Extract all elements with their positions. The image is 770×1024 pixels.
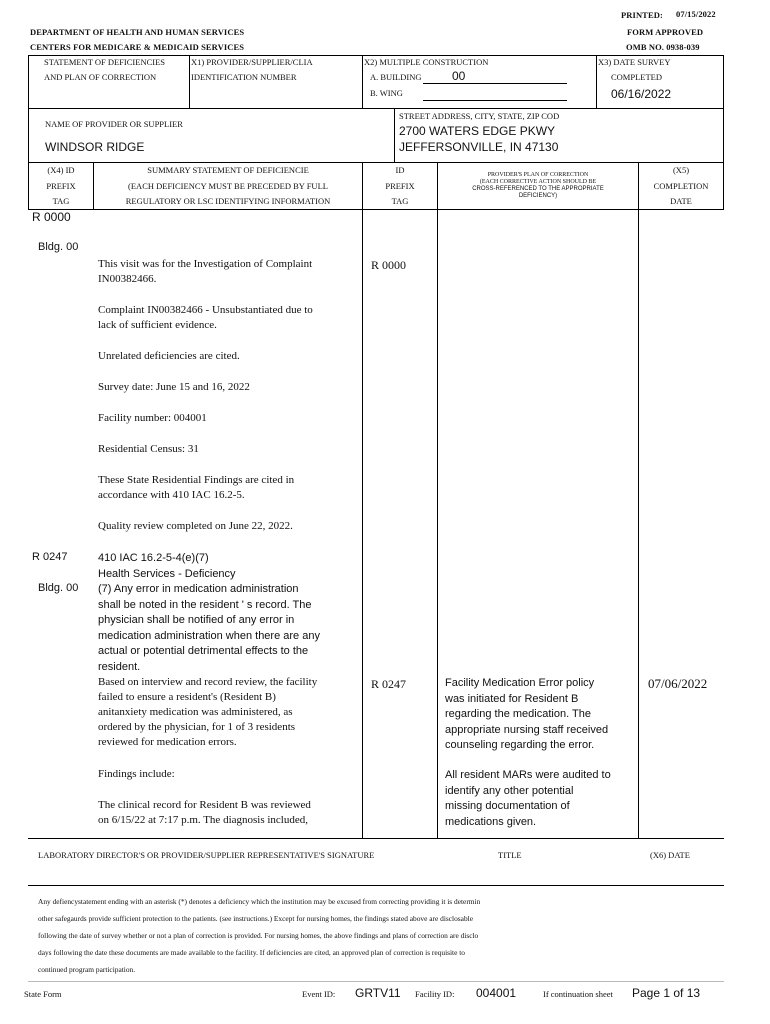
statement-label: STATEMENT OF DEFICIENCIES (44, 57, 166, 67)
department-title: DEPARTMENT OF HEALTH AND HUMAN SERVICES (30, 27, 245, 37)
title-label: TITLE (498, 850, 522, 860)
col-summary-3: REGULATORY OR LSC IDENTIFYING INFORMATION (125, 196, 331, 206)
para-facility-number: Facility number: 004001 (98, 412, 207, 424)
page-number: Page 1 of 13 (632, 986, 701, 1000)
col-plan-2: (EACH CORRECTIVE ACTION SHOULD BE (479, 179, 597, 185)
bldg-00: Bldg. 00 (38, 241, 79, 253)
state-form: State Form (24, 989, 62, 999)
wing-label: B. WING (370, 88, 403, 98)
col-id-1: ID (395, 165, 405, 175)
building-underline (423, 83, 567, 84)
rule (28, 162, 724, 163)
x1-label-2: IDENTIFICATION NUMBER (191, 72, 297, 82)
event-id-label: Event ID: (302, 989, 336, 999)
address-label: STREET ADDRESS, CITY, STATE, ZIP COD (399, 111, 560, 121)
col-x4-3: TAG (52, 196, 70, 206)
centers-title: CENTERS FOR MEDICARE & MEDICAID SERVICES (30, 42, 245, 52)
para-complaint: Complaint IN00382466 - Unsubstantiated due to lack of sufficient evidence. (98, 304, 313, 331)
col-x5-3: DATE (670, 196, 692, 206)
col-id-2: PREFIX (385, 181, 415, 191)
x1-label: X1) PROVIDER/SUPPLIER/CLIA (191, 57, 313, 67)
printed-date: 07/15/2022 (676, 9, 716, 19)
signature-label: LABORATORY DIRECTOR'S OR PROVIDER/SUPPLIER REPRESENTATIVE'S SIGNATURE (38, 850, 375, 860)
completion-date: 07/06/2022 (648, 676, 708, 691)
event-id-value: GRTV11 (355, 986, 401, 1000)
building-label: A. BUILDING (370, 72, 422, 82)
col-x5-1: (X5) (672, 165, 690, 175)
col-x4-1: (X4) ID (47, 165, 75, 175)
col-summary-1: SUMMARY STATEMENT OF DEFICIENCIE (147, 165, 309, 175)
col-x5-2: COMPLETION (653, 181, 709, 191)
col-plan-3: CROSS-REFERENCED TO THE APPROPRIATE (472, 186, 604, 192)
vrule (394, 108, 395, 162)
vrule (189, 55, 190, 108)
finding-text: Based on interview and record review, the facility failed to ensure a resident's (Resident B) anitanxiety medication was administered, as ordered by the physician, for 1 of 3 residents reviewed for medication errors. (98, 676, 318, 748)
para-unrelated: Unrelated deficiencies are cited. (98, 350, 240, 362)
rule (28, 209, 724, 210)
form-approved: FORM APPROVED (627, 27, 704, 37)
col-id-3: TAG (391, 196, 409, 206)
vrule (596, 55, 597, 108)
x6-date-label: (X6) DATE (650, 850, 690, 860)
continuation-label: If continuation sheet (543, 989, 613, 999)
clinical-record-text: The clinical record for Resident B was reviewed on 6/15/22 at 7:17 p.m. The diagnosis included, (98, 799, 311, 826)
survey-completed-date: 06/16/2022 (611, 87, 672, 101)
provider-name: WINDSOR RIDGE (45, 140, 145, 154)
top-rule (28, 55, 724, 56)
vrule (723, 55, 724, 209)
vrule (362, 55, 363, 108)
x2-label: X2) MULTIPLE CONSTRUCTION (364, 57, 489, 67)
rule (28, 885, 724, 886)
col-summary-2: (EACH DEFICIENCY MUST BE PRECEDED BY FULL (128, 181, 328, 191)
bldg-00-2: Bldg. 00 (38, 582, 79, 594)
vrule (437, 162, 438, 838)
tag-r0247: R 0247 (32, 551, 68, 563)
wing-underline (423, 100, 567, 101)
address-line-1: 2700 WATERS EDGE PKWY (399, 124, 556, 138)
x3-label: X3) DATE SURVEY (598, 57, 671, 67)
tag-r0000-right: R 0000 (371, 258, 407, 272)
para-visit: This visit was for the Investigation of Complaint IN00382466. (98, 258, 313, 285)
tag-r0000: R 0000 (32, 210, 71, 224)
footer-rule (28, 981, 724, 982)
col-x4-2: PREFIX (46, 181, 76, 191)
para-quality-review: Quality review completed on June 22, 2022. (98, 520, 293, 532)
plan-label: AND PLAN OF CORRECTION (44, 72, 157, 82)
rule (28, 838, 724, 839)
omb-number: OMB NO. 0938-039 (626, 42, 700, 52)
address-line-2: JEFFERSONVILLE, IN 47130 (399, 140, 559, 154)
facility-id-value: 004001 (476, 986, 517, 1000)
x3-label-2: COMPLETED (611, 72, 662, 82)
vrule (362, 162, 363, 838)
building-value: 00 (452, 69, 466, 83)
facility-id-label: Facility ID: (415, 989, 455, 999)
plan-correction-a: Facility Medication Error policy was initiated for Resident B regarding the medication. The appropriate nursing staff received counseling regarding the error. (445, 677, 609, 751)
vrule (638, 162, 639, 838)
rule (28, 108, 724, 109)
col-plan-1: PROVIDER'S PLAN OF CORRECTION (487, 172, 589, 178)
col-plan-4: DEFICIENCY) (518, 193, 558, 199)
para-survey-date: Survey date: June 15 and 16, 2022 (98, 381, 250, 393)
printed-label: PRINTED: (621, 10, 663, 20)
plan-correction-b: All resident MARs were audited to identify any other potential missing documentation of medications given. (445, 769, 611, 828)
para-findings-cited: These State Residential Findings are cited in accordance with 410 IAC 16.2-5. (98, 474, 295, 501)
tag-r0247-right: R 0247 (371, 677, 407, 691)
disclaimer: Any defiencystatement ending with an asterisk (*) denotes a deficiency which the institution may be excused from correcting providing it is determin other safegaurds provide sufficient protection to the patients. (see instructions.) Except for nursing homes, the findings stated above are disclosable following the date of survey whether or not a plan of correction is provided. For nursing homes, the above findings and plans of correction are disclo days following the date these documents are made available to the facility. If deficiencies are cited, an approved plan of correction is requisite to continued program participation. (38, 897, 481, 974)
provider-name-label: NAME OF PROVIDER OR SUPPLIER (45, 119, 183, 129)
para-census: Residential Census: 31 (98, 443, 199, 455)
findings-include: Findings include: (98, 768, 175, 780)
regulation-text: 410 IAC 16.2-5-4(e)(7) Health Services - Deficiency (7) Any error in medication administration shall be noted in the resident ' s record. The physician shall be notified of any error in medication administration when there are any actual or potential detrimental effects to the resident. (98, 552, 320, 673)
